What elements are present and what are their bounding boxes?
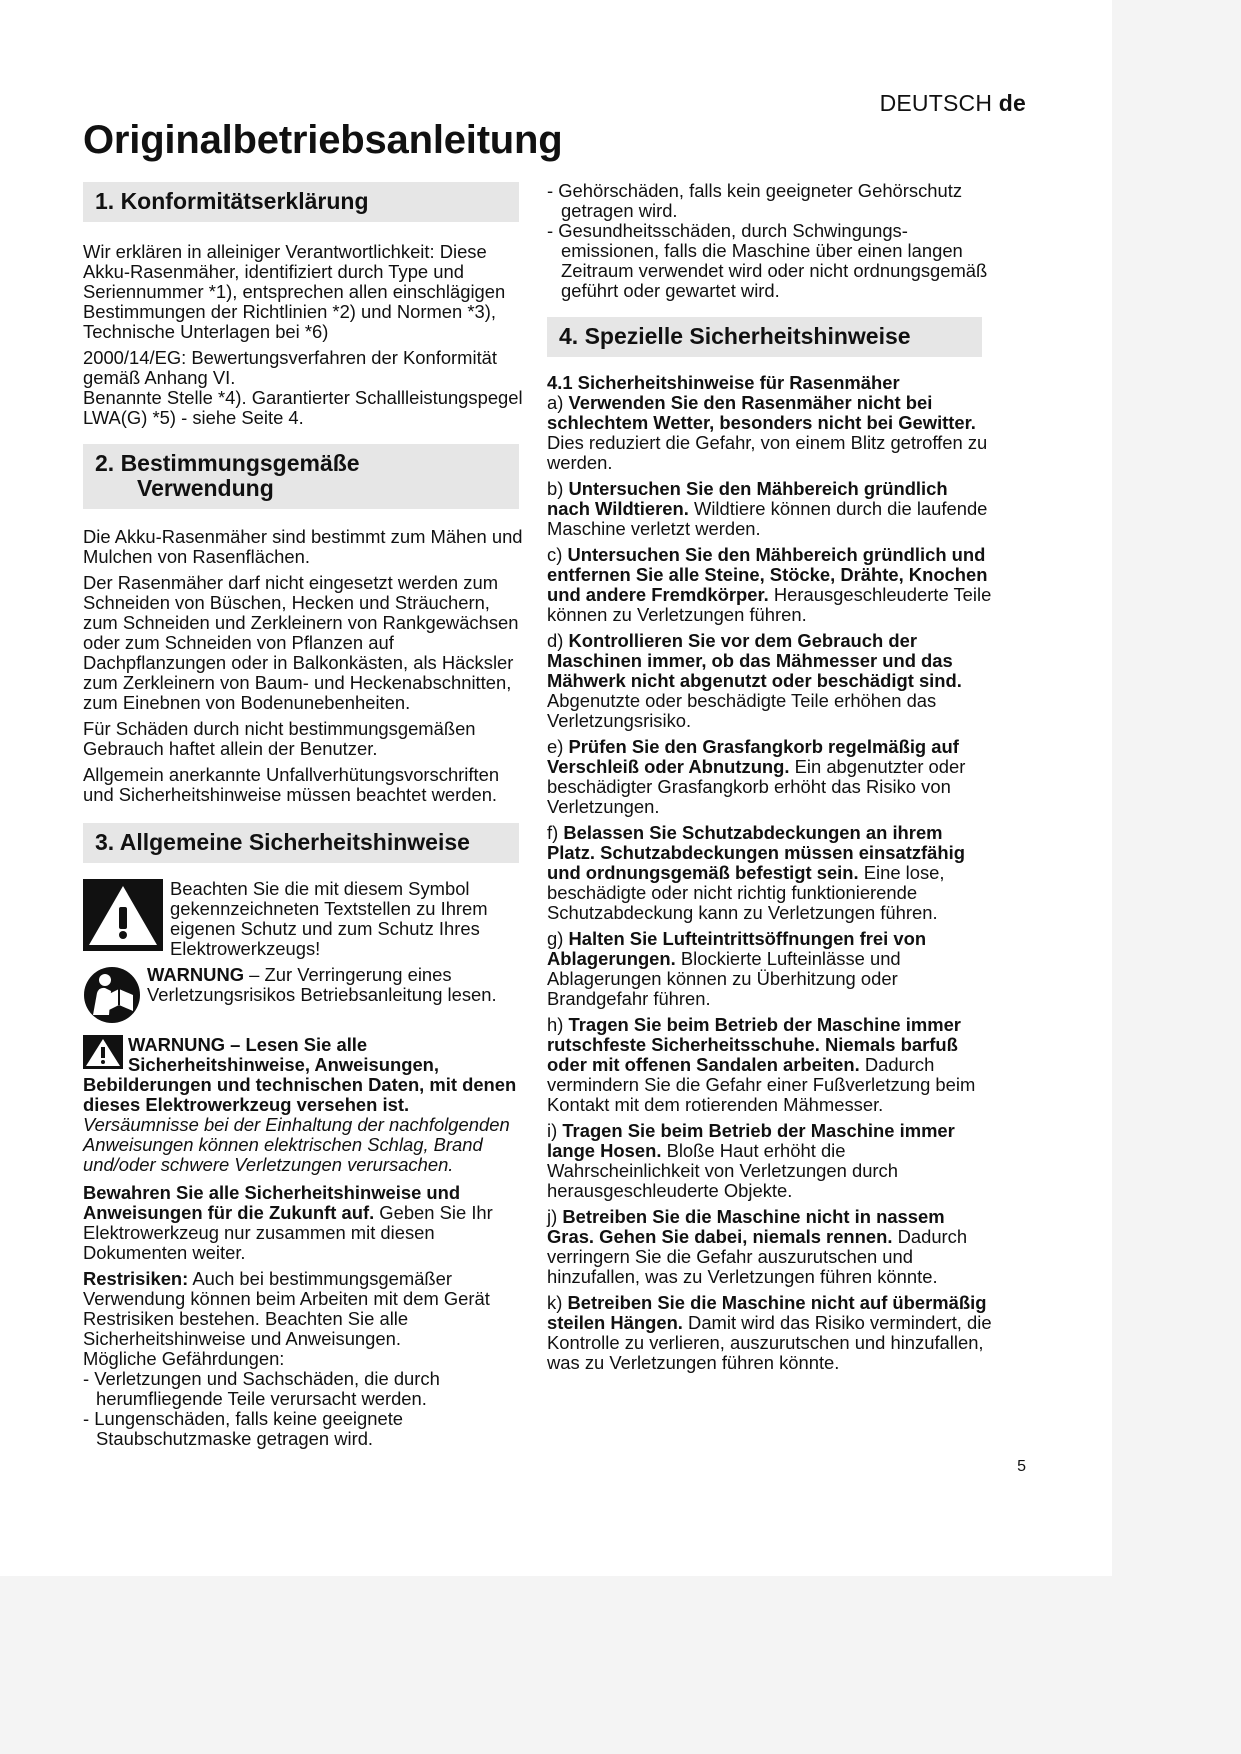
safety-item-letter: g) xyxy=(547,928,564,949)
safety-item-bold: Kontrollieren Sie vor dem Gebrauch der Maschinen immer, ob das Mähmesser und das Mähwerk nicht abgenutzt oder beschädigt sind. xyxy=(547,630,962,691)
safety-item-text: Bloße Haut erhöht die Wahrscheinlichkeit von Verletzungen durch herausgeschleuderte Objekte. xyxy=(547,1140,898,1201)
safety-item-bold: Halten Sie Lufteintrittsöffnungen frei von Ablagerungen. xyxy=(547,928,927,969)
safety-item-letter: e) xyxy=(547,736,564,757)
safety-item xyxy=(547,737,992,817)
manual-warning-note xyxy=(83,965,524,1029)
safety-item xyxy=(547,1121,992,1201)
residual-risks-paragraph xyxy=(83,1269,524,1349)
safety-item-bold: Verwenden Sie den Rasenmäher nicht bei schlechtem Wetter, besonders nicht bei Gewitter. xyxy=(547,392,976,433)
page-number: 5 xyxy=(1017,1458,1026,1475)
safety-item-text: Herausgeschleuderte Teile können zu Verletzungen führen. xyxy=(547,584,992,625)
safety-item-bold: Tragen Sie beim Betrieb der Maschine immer lange Hosen. xyxy=(547,1120,955,1161)
s1-paragraph-2: 2000/14/EG: Bewertungsverfahren der Konformität gemäß Anhang VI. xyxy=(83,347,498,388)
s1-paragraph-1: Wir erklären in alleiniger Verantwortlichkeit: Diese Akku-Rasenmäher, identifiziert durch Type und Seriennummer *1), entsprechen allen einschlägigen Bestimmungen der Richtlinien *2) und Normen *3), Technische Unterlagen bei *6) xyxy=(83,241,506,342)
safety-item-text: Dies reduziert die Gefahr, von einem Blitz getroffen zu werden. xyxy=(547,432,988,473)
safety-item xyxy=(547,393,992,473)
warning-symbol-note xyxy=(83,879,524,959)
safety-item-bold: Betreiben Sie die Maschine nicht auf übermäßig steilen Hängen. xyxy=(547,1292,987,1333)
keep-instructions-bold: Bewahren Sie alle Sicherheitshinweise und Anweisungen für die Zukunft auf. xyxy=(83,1182,461,1223)
s2-paragraph-2: Der Rasenmäher darf nicht eingesetzt werden zum Schneiden von Büschen, Hecken und Sträuchern, zum Schneiden und Zerkleinern von Rankgewächsen oder zum Schneiden von Pflanzen auf Dachpflanzungen oder in Balkonkästen, als Häcksler zum Zerkleinern von Baum- und Heckenabschnitten, zum Einebnen von Bodenunebenheiten. xyxy=(83,572,519,713)
safety-item-letter: h) xyxy=(547,1014,564,1035)
language-code: de xyxy=(998,90,1026,116)
hazard-item: - Gehörschäden, falls kein geeigneter Gehörschutz getragen wird. xyxy=(547,180,963,221)
manual-warning-bold: WARNUNG xyxy=(147,964,245,985)
safety-item xyxy=(547,545,992,625)
safety-item-text: Blockierte Lufteinlässe und Ablagerungen können zu Überhitzung oder Brandgefahr führen. xyxy=(547,948,901,1009)
symbol-note-text: Beachten Sie die mit diesem Symbol gekennzeichneten Textstellen zu Ihrem eigenen Schutz und zum Schutz Ihres Elektrowerkzeugs! xyxy=(170,878,488,959)
safety-item-bold: Tragen Sie beim Betrieb der Maschine immer rutschfeste Sicherheitsschuhe. Niemals barfuß oder mit offenen Sandalen arbeiten. xyxy=(547,1014,961,1075)
s2-paragraph-3: Für Schäden durch nicht bestimmungsgemäßen Gebrauch haftet allein der Benutzer. xyxy=(83,718,476,759)
manual-warning-text xyxy=(147,965,524,1005)
general-warning-block xyxy=(83,1035,524,1175)
hazard-item: - Verletzungen und Sachschäden, die durch herumfliegende Teile verursacht werden. xyxy=(83,1368,440,1409)
section-2-heading-line-1: 2. Bestimmungsgemäße xyxy=(95,450,360,476)
safety-item-letter: f) xyxy=(547,822,559,843)
safety-item-bold: Belassen Sie Schutzabdeckungen an ihrem Platz. Schutzabdeckungen müssen einsatzfähig und ordnungsgemäß befestigt sein. xyxy=(547,822,965,883)
safety-item-letter: k) xyxy=(547,1292,563,1313)
section-4-1-subheading: 4.1 Sicherheitshinweise für Rasenmäher xyxy=(547,372,900,393)
safety-item-text: Eine lose, beschädigte oder nicht richtig funktionierende Schutzabdeckung kann zu Verletzungen führen. xyxy=(547,862,945,923)
safety-item-letter: d) xyxy=(547,630,564,651)
hazard-item: - Gesundheitsschäden, durch Schwingungs-emissionen, falls die Maschine über einen langen Zeitraum verwendet wird oder nicht ordnungsgemäß geführt oder gewartet wird. xyxy=(547,220,988,301)
warning-triangle-icon xyxy=(83,879,170,955)
safety-item-bold: Betreiben Sie die Maschine nicht in nassem Gras. Gehen Sie dabei, niemals rennen. xyxy=(547,1206,945,1247)
hazards-intro: Mögliche Gefährdungen: xyxy=(83,1348,285,1369)
safety-item-letter: b) xyxy=(547,478,564,499)
keep-instructions-text: Geben Sie Ihr Elektrowerkzeug nur zusammen mit diesen Dokumenten weiter. xyxy=(83,1202,493,1263)
general-warning-bold: WARNUNG – Lesen Sie alle Sicherheitshinweise, Anweisungen, Bebilderungen und technischen Daten, mit denen dieses Elektrowerkzeug versehen ist. xyxy=(83,1034,517,1115)
language-label xyxy=(880,90,1026,117)
safety-item xyxy=(547,479,992,539)
residual-risks-bold: Restrisiken: xyxy=(83,1268,189,1289)
safety-item-text: Abgenutzte oder beschädigte Teile erhöhen das Verletzungsrisiko. xyxy=(547,690,937,731)
s2-paragraph-4: Allgemein anerkannte Unfallverhütungsvorschriften und Sicherheitshinweise müssen beachtet werden. xyxy=(83,764,500,805)
safety-item-letter: c) xyxy=(547,544,563,565)
left-column xyxy=(83,182,524,1449)
safety-item-letter: a) xyxy=(547,392,564,413)
s2-paragraph-1: Die Akku-Rasenmäher sind bestimmt zum Mähen und Mulchen von Rasenflächen. xyxy=(83,526,523,567)
right-column xyxy=(547,181,992,1373)
manual-warning-rest: – Zur Verringerung eines Verletzungsrisikos Betriebsanleitung lesen. xyxy=(147,964,497,1005)
safety-item-bold: Untersuchen Sie den Mähbereich gründlich nach Wildtieren. xyxy=(547,478,948,519)
safety-item-text: Dadurch vermindern Sie die Gefahr einer Fußverletzung beim Kontakt mit dem rotierenden Mähmesser. xyxy=(547,1054,976,1115)
warning-triangle-small-icon xyxy=(83,1035,123,1069)
safety-item xyxy=(547,631,992,731)
safety-item xyxy=(547,929,992,1009)
section-2-heading-line-2: Verwendung xyxy=(137,475,274,501)
safety-item-text: Wildtiere können durch die laufende Maschine verletzt werden. xyxy=(547,498,988,539)
safety-item xyxy=(547,1207,992,1287)
section-4-heading: 4. Spezielle Sicherheitshinweise xyxy=(547,317,982,357)
section-3-heading: 3. Allgemeine Sicherheitshinweise xyxy=(83,823,519,863)
residual-risks-text: Auch bei bestimmungsgemäßer Verwendung können beim Arbeiten mit dem Gerät Restrisiken bestehen. Beachten Sie alle Sicherheitshinweise und Anweisungen. xyxy=(83,1268,490,1349)
safety-item-text: Dadurch verringern Sie die Gefahr auszurutschen und hinzufallen, was zu Verletzungen führen könnte. xyxy=(547,1226,968,1287)
language-text: DEUTSCH xyxy=(879,90,993,116)
safety-item-bold: Untersuchen Sie den Mähbereich gründlich und entfernen Sie alle Steine, Stöcke, Drähte, Knochen und andere Fremdkörper. xyxy=(547,544,988,605)
page-title: Originalbetriebsanleitung xyxy=(83,118,563,162)
hazard-item: - Lungenschäden, falls keine geeignete Staubschutzmaske getragen wird. xyxy=(83,1408,404,1449)
safety-item-letter: j) xyxy=(547,1206,558,1227)
safety-item xyxy=(547,1015,992,1115)
safety-item-bold: Prüfen Sie den Grasfangkorb regelmäßig auf Verschleiß oder Abnutzung. xyxy=(547,736,959,777)
safety-item-text: Damit wird das Risiko vermindert, die Kontrolle zu verlieren, auszurutschen und hinzufallen, was zu Verletzungen führen könnte. xyxy=(547,1312,992,1373)
safety-item xyxy=(547,1293,992,1373)
safety-item-letter: i) xyxy=(547,1120,558,1141)
read-manual-icon xyxy=(83,965,147,1029)
safety-item-text: Ein abgenutzter oder beschädigter Grasfangkorb erhöht das Risiko von Verletzungen. xyxy=(547,756,966,817)
section-1-heading: 1. Konformitätserklärung xyxy=(83,182,519,222)
general-warning-italic: Versäumnisse bei der Einhaltung der nachfolgenden Anweisungen können elektrischen Schlag, Brand und/oder schwere Verletzungen verursachen. xyxy=(83,1114,510,1175)
keep-instructions-paragraph xyxy=(83,1183,524,1263)
s1-paragraph-3: Benannte Stelle *4). Garantierter Schallleistungspegel LWA(G) *5) - siehe Seite 4. xyxy=(83,387,523,428)
safety-item xyxy=(547,823,992,923)
section-2-heading xyxy=(83,444,519,509)
safety-item-list xyxy=(547,393,992,1373)
